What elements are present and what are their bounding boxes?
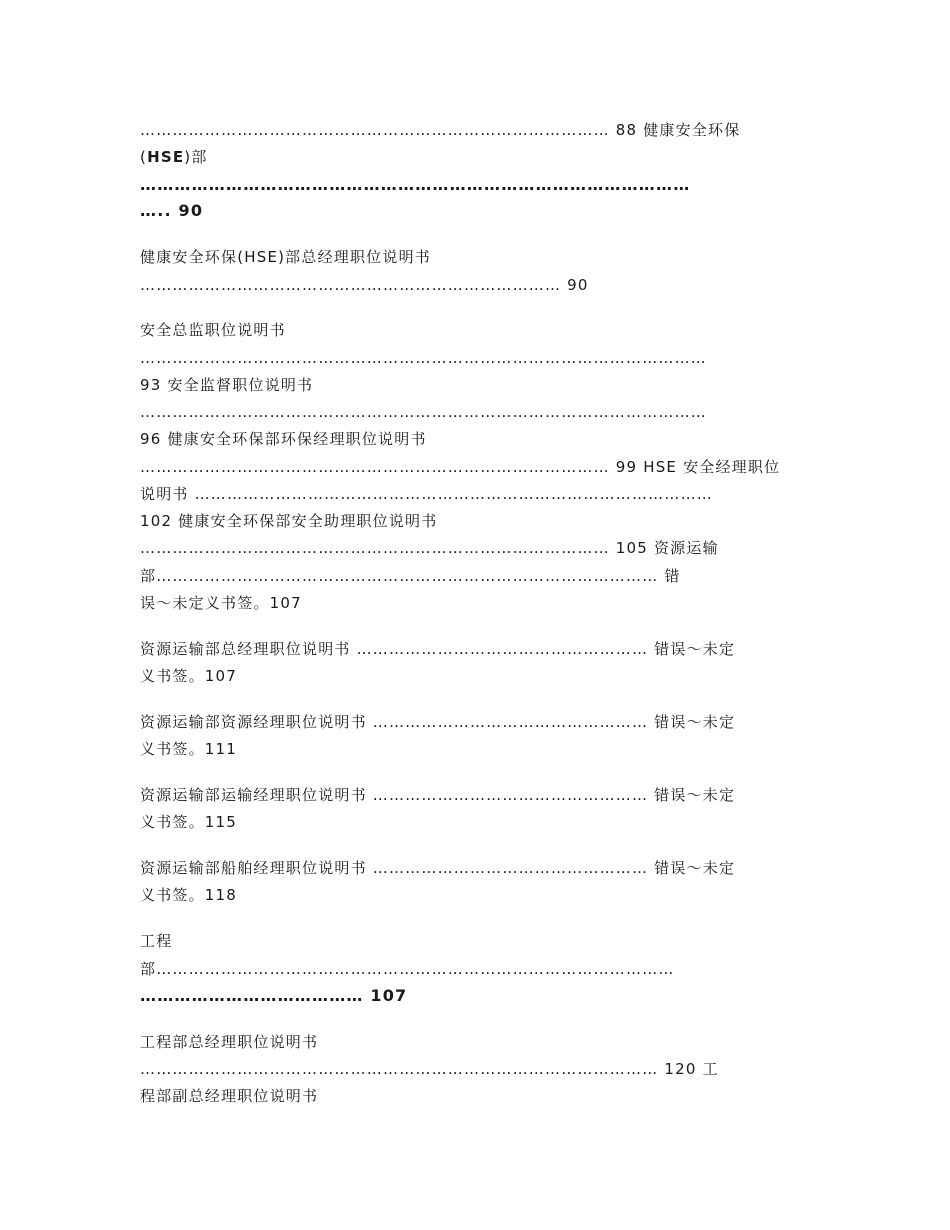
hse-bold-text: HSE	[147, 148, 185, 166]
toc-line: 102 健康安全环保部安全助理职位说明书	[140, 512, 438, 530]
toc-line: ….. 90	[140, 201, 204, 220]
toc-line: 资源运输部运输经理职位说明书 …………………………………………… 错误～未定	[140, 786, 736, 804]
toc-line: 义书签。115	[140, 813, 238, 831]
toc-line: 部………………………………………………………………………………… 错	[140, 567, 681, 585]
toc-line: 误～未定义书签。107	[140, 594, 302, 612]
toc-line: 资源运输部总经理职位说明书 ……………………………………………… 错误～未定	[140, 640, 736, 658]
toc-line: 资源运输部资源经理职位说明书 …………………………………………… 错误～未定	[140, 713, 736, 731]
toc-line: 93 安全监督职位说明书	[140, 376, 314, 394]
toc-line: 说明书 ……………………………………………………………………………………	[140, 485, 713, 503]
toc-line: 工程部总经理职位说明书	[140, 1033, 319, 1051]
toc-line: 义书签。118	[140, 886, 238, 904]
toc-line: …………………………………………………………………… 90	[140, 276, 589, 294]
toc-line: 安全总监职位说明书	[140, 321, 286, 339]
toc-line: ……………………………………………………………………………………	[140, 175, 691, 194]
toc-line: …………………………………………………………………………… 88 健康安全环保	[140, 121, 741, 139]
toc-line: 工程	[140, 932, 173, 950]
toc-line: ………………………………… 107	[140, 986, 408, 1005]
toc-line: …………………………………………………………………………… 105 资源运输	[140, 539, 719, 557]
toc-line: 96 健康安全环保部环保经理职位说明书	[140, 430, 427, 448]
toc-line: 义书签。107	[140, 667, 238, 685]
toc-line: 部……………………………………………………………………………………	[140, 960, 675, 978]
toc-line: 资源运输部船舶经理职位说明书 …………………………………………… 错误～未定	[140, 859, 736, 877]
toc-line: 义书签。111	[140, 740, 238, 758]
toc-line: ……………………………………………………………………………………………	[140, 349, 707, 367]
toc-line: (HSE)部	[140, 148, 208, 166]
toc-line: ……………………………………………………………………………………………	[140, 403, 707, 421]
toc-line: …………………………………………………………………………………… 120 工	[140, 1060, 719, 1078]
toc-line: 程部副总经理职位说明书	[140, 1087, 319, 1105]
toc-line: 健康安全环保(HSE)部总经理职位说明书	[140, 248, 431, 266]
toc-line: …………………………………………………………………………… 99 HSE 安全经理职位	[140, 458, 781, 476]
